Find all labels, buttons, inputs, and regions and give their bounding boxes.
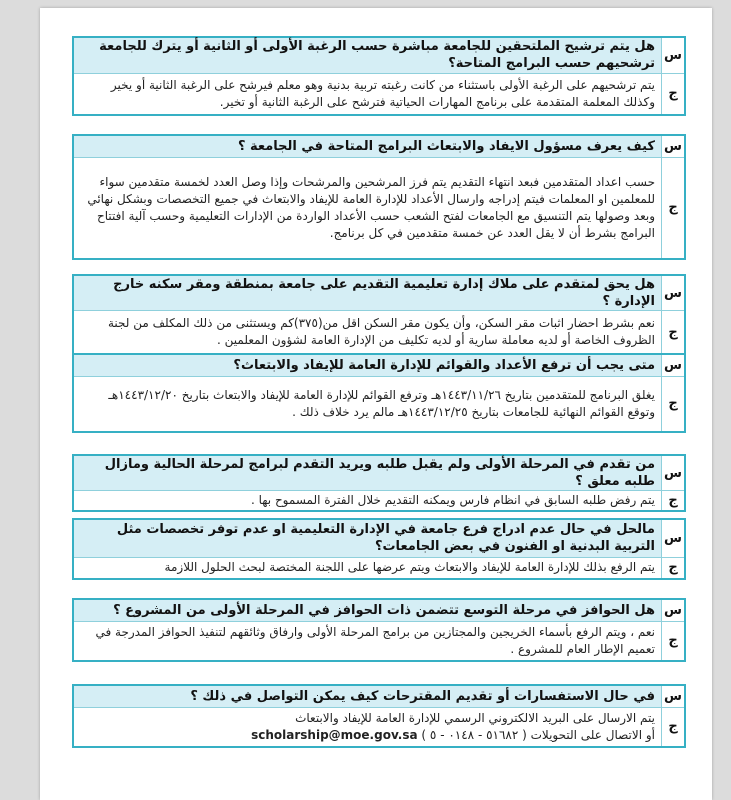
answer-label: ج [662, 73, 686, 115]
answer-text [73, 707, 662, 747]
faq-block-6 [72, 518, 686, 580]
question-label: س [662, 599, 686, 621]
question-text: في حال الاستفسارات أو تقديم المقترحات كيف يمكن التواصل في ذلك ؟ [73, 685, 662, 707]
answer-label: ج [662, 557, 686, 579]
answer-text: يتم رفض طلبه السابق في انظام فارس ويمكنه التقديم خلال الفترة المسموح بها . [73, 491, 662, 511]
answer-label: ج [662, 376, 686, 432]
answer-label: ج [662, 157, 686, 259]
question-text: هل يتم ترشيح الملتحقين للجامعة مباشرة حسب الرغبة الأولى أو الثانية أو يترك للجامعة ترشحيهم حسب البرامج المتاحة؟ [73, 37, 662, 73]
question-label: س [662, 135, 686, 157]
document-page [40, 8, 712, 800]
answer-text: يتم ترشحيهم على الرغبة الأولى باستثناء من كانت رغبته تربية بدنية وهو معلم فيرشح على الرغبة الثانية أو يخير وكذلك المعلمة المتقدمة على برنامج المهارات الحياتية فترشح على الرغبة الثانية أو تخير. [73, 73, 662, 115]
question-label: س [662, 37, 686, 73]
answer-label: ج [662, 707, 686, 747]
answer-label: ج [662, 311, 686, 355]
faq-block-4 [72, 353, 686, 433]
email-link[interactable]: scholarship@moe.gov.sa [251, 727, 418, 742]
answer-label: ج [662, 621, 686, 661]
question-text: هل الحوافز في مرحلة التوسع تتضمن ذات الحوافز في المرحلة الأولى من المشروع ؟ [73, 599, 662, 621]
question-text: كيف يعرف مسؤول الايفاد والابتعاث البرامج المتاحة في الجامعة ؟ [73, 135, 662, 157]
answer-text: حسب اعداد المتقدمين فبعد انتهاء التقديم يتم فرز المرشحين والمرشحات وإذا وصل العدد لخمسة متقدمين سواء للمعلمين او المعلمات فيتم إدراجه وارسال الأعداد للإدارة العامة للإيفاد والابتعاث في جميع التخصصات وبشكل نهائي وبعد وصولها يتم التنسيق مع الجامعات لفتح الشعب حسب الأعداد الواردة من الإدارات التعليمية وحسب آلية افتتاح البرامج بشرط أن لا يقل العدد عن خمسة متقدمين في كل برنامج. [73, 157, 662, 259]
answer-text: يتم الرفع بذلك للإدارة العامة للإيفاد والابتعاث ويتم عرضها على اللجنة المختصة لبحث الحلول اللازمة [73, 557, 662, 579]
faq-block-3 [72, 274, 686, 356]
faq-block-5 [72, 454, 686, 512]
phone-extensions-text: أو الاتصال على التحويلات ( ٥١٦٨٢ - ٠١٤٨ - ٥ ) [421, 727, 655, 742]
answer-label: ج [662, 491, 686, 511]
faq-block-1 [72, 36, 686, 116]
answer-contact-line [80, 727, 655, 744]
question-label: س [662, 519, 686, 557]
answer-text: يغلق البرنامج للمتقدمين بتاريخ ١٤٤٣/١١/٢٦هـ وترفع القوائم للإدارة العامة للإيفاد والابتعاث بتاريخ ١٤٤٣/١٢/٢٠هـ وتوقع القوائم النهائية للجامعات بتاريخ ١٤٤٣/١٢/٢٥هـ مالم يرد خلاف ذلك . [73, 376, 662, 432]
question-label: س [662, 354, 686, 376]
answer-text: نعم بشرط احضار اثبات مقر السكن، وأن يكون مقر السكن اقل من(٣٧٥)كم ويستثنى من ذلك المكلف من لجنة الظروف الخاصة أو لديه معاملة سارية أو لديه تكليف من الإدارة العامة لشؤون المعلمين . [73, 311, 662, 355]
question-text: متى يجب أن ترفع الأعداد والقوائم للإدارة العامة للإيفاد والابتعاث؟ [73, 354, 662, 376]
faq-block-2 [72, 134, 686, 260]
faq-block-7 [72, 598, 686, 662]
faq-block-8 [72, 684, 686, 748]
question-text: هل يحق لمتقدم على ملاك إدارة تعليمية التقديم على جامعة بمنطقة ومقر سكنه خارج الإدارة ؟ [73, 275, 662, 311]
question-text: مالحل في حال عدم ادراج فرع جامعة في الإدارة التعليمية او عدم توفر تخصصات مثل التربية البدنية او الفنون في بعض الجامعات؟ [73, 519, 662, 557]
answer-text: نعم ، ويتم الرفع بأسماء الخريجين والمجتازين من برامج المرحلة الأولى وارفاق وثائقهم لتنفيذ الحوافز المدرجة في تعميم الإطار العام للمشروع . [73, 621, 662, 661]
question-label: س [662, 455, 686, 491]
question-text: من تقدم في المرحلة الأولى ولم يقبل طلبه ويريد التقدم لبرامج لمرحلة الحالية ومازال طلبه معلق ؟ [73, 455, 662, 491]
answer-line: يتم الارسال على البريد الالكتروني الرسمي للإدارة العامة للإيفاد والابتعاث [295, 710, 655, 725]
question-label: س [662, 685, 686, 707]
question-label: س [662, 275, 686, 311]
